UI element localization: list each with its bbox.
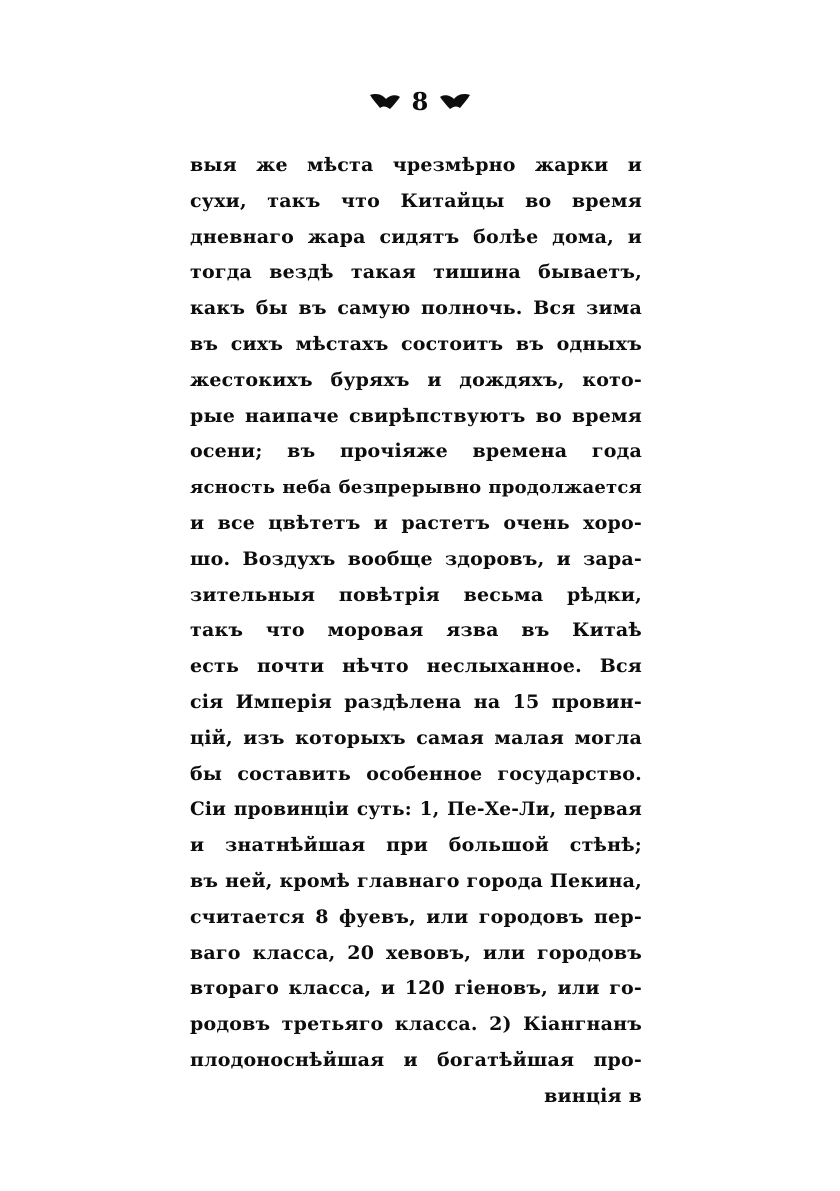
text-line: въ ней, кромѣ главнаго города Пекина,: [190, 869, 642, 892]
text-line: рые наипаче свирѣпствуютъ во время: [190, 404, 642, 427]
text-line: выя же мѣста чрезмѣрно жарки и: [190, 154, 642, 176]
text-line: цій, изъ которыхъ самая малая могла: [190, 726, 642, 749]
text-line: дневнаго жара сидятъ болѣе дома, и: [190, 225, 642, 248]
text-line: есть почти нѣчто неслыханное. Вся: [190, 655, 642, 678]
text-line: осени; въ прочіяже времена года: [190, 440, 642, 463]
catchword-line: винція в: [544, 1084, 642, 1107]
ornament-left-icon: [368, 91, 402, 113]
text-line: ясность неба безпрерывно продолжается: [190, 477, 642, 499]
page-number: 8: [411, 87, 429, 116]
text-line: жестокихъ буряхъ и дождяхъ, кото-: [190, 368, 642, 391]
text-line: считается 8 фуевъ, или городовъ пер-: [190, 905, 642, 928]
text-line: родовъ третьяго класса. 2) Кіангнанъ: [190, 1013, 642, 1036]
text-line: втораго класса, и 120 гіеновъ, или го-: [190, 977, 642, 1000]
text-line: какъ бы въ самую полночь. Вся зима: [190, 297, 642, 320]
text-line: и все цвѣтетъ и растетъ очень хоро-: [190, 511, 642, 534]
text-line: и знатнѣйшая при большой стѣнѣ;: [190, 834, 642, 857]
text-line: такъ что моровая язва въ Китаѣ: [190, 619, 642, 642]
text-line: зительныя повѣтрія весьма рѣдки,: [190, 583, 642, 606]
text-line: плодоноснѣйшая и богатѣйшая про-: [190, 1048, 642, 1071]
text-line: Сіи провинціи суть: 1, Пе-Хе-Ли, первая: [190, 799, 642, 821]
text-line: ваго класса, 20 хевовъ, или городовъ: [190, 941, 642, 964]
ornament-right-icon: [438, 91, 472, 113]
page-header: [0, 87, 840, 116]
text-line: бы составить особенное государство.: [190, 762, 642, 785]
body-text: [190, 148, 642, 1115]
text-line: сія Имперія раздѣлена на 15 провин-: [190, 690, 642, 713]
text-line: шо. Воздухъ вообще здоровъ, и зара-: [190, 547, 642, 570]
text-line: сухи, такъ что Китайцы во время: [190, 189, 642, 212]
text-line: тогда вездѣ такая тишина бываетъ,: [190, 261, 642, 284]
text-line: въ сихъ мѣстахъ состоитъ въ одныхъ: [190, 332, 642, 355]
